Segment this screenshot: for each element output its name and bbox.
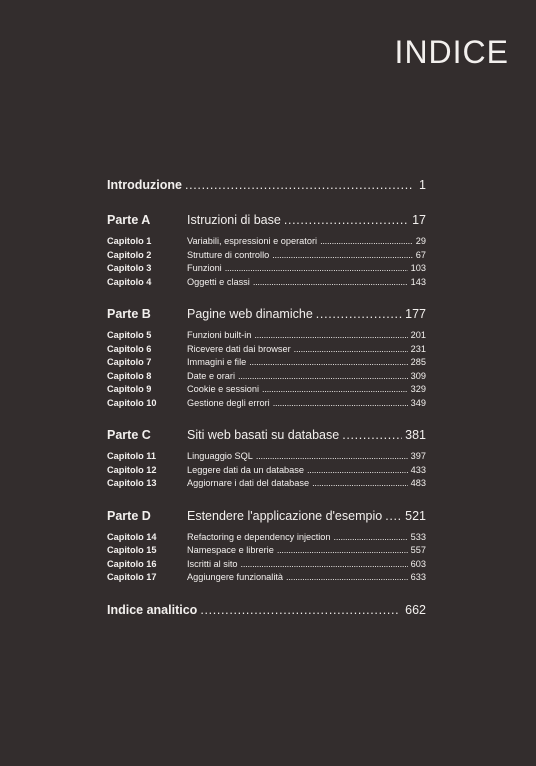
- dot-leader: [294, 343, 408, 357]
- toc-page-number: 309: [410, 370, 426, 381]
- toc-page-number: 483: [410, 478, 426, 488]
- toc-part-d[interactable]: [107, 507, 426, 526]
- chapter-label: Capitolo 15: [107, 545, 157, 555]
- chapter-label: Capitolo 6: [107, 343, 152, 354]
- chapter-title: Variabili, espressioni e operatori: [187, 236, 318, 246]
- toc-page-number: 633: [410, 572, 426, 582]
- toc-page-number: 1: [419, 178, 426, 192]
- chapter-label: Capitolo 8: [107, 370, 152, 381]
- dot-leader: [185, 176, 412, 194]
- chapter-label: Capitolo 1: [107, 236, 152, 246]
- toc-page-number: 67: [415, 249, 426, 260]
- dot-leader: [277, 544, 408, 558]
- toc-entry-label: Introduzione: [107, 178, 182, 192]
- part-title: Pagine web dinamiche: [187, 307, 313, 321]
- toc-chapter[interactable]: [107, 370, 426, 384]
- chapter-label: Capitolo 5: [107, 330, 152, 340]
- chapter-title: Iscritti al sito: [187, 558, 238, 569]
- chapter-label: Capitolo 17: [107, 572, 157, 582]
- dot-leader: [225, 262, 408, 276]
- toc-page-number: 662: [405, 602, 426, 617]
- chapter-title: Gestione degli errori: [187, 397, 270, 408]
- chapter-label: Capitolo 4: [107, 276, 152, 287]
- chapter-label: Capitolo 12: [107, 464, 157, 475]
- toc-chapter[interactable]: [107, 329, 426, 343]
- chapter-title: Namespace e librerie: [187, 545, 274, 555]
- dot-leader: [312, 477, 408, 491]
- toc-chapter[interactable]: [107, 477, 426, 491]
- toc-chapter[interactable]: [107, 450, 426, 464]
- toc-page-number: 349: [410, 397, 426, 408]
- dot-leader: [385, 507, 402, 526]
- dot-leader: [272, 249, 413, 263]
- chapter-label: Capitolo 3: [107, 263, 152, 273]
- part-label: Parte B: [107, 307, 151, 321]
- dot-leader: [256, 450, 408, 464]
- toc-chapter[interactable]: [107, 571, 426, 585]
- toc-chapter[interactable]: [107, 249, 426, 263]
- chapter-title: Aggiungere funzionalità: [187, 572, 284, 582]
- chapter-label: Capitolo 14: [107, 531, 157, 542]
- dot-leader: [284, 211, 409, 230]
- dot-leader: [342, 426, 402, 445]
- toc-part-b[interactable]: [107, 305, 426, 324]
- chapter-title: Funzioni built-in: [187, 330, 252, 340]
- table-of-contents: [107, 176, 426, 619]
- dot-leader: [307, 464, 408, 478]
- toc-part-a[interactable]: [107, 211, 426, 230]
- chapter-label: Capitolo 9: [107, 384, 152, 394]
- toc-page-number: 521: [405, 508, 426, 523]
- chapter-label: Capitolo 10: [107, 397, 157, 408]
- toc-chapter[interactable]: [107, 531, 426, 545]
- toc-page-number: 143: [410, 276, 426, 287]
- chapter-label: Capitolo 13: [107, 478, 157, 488]
- part-label: Parte D: [107, 508, 151, 523]
- toc-page-number: 557: [410, 545, 426, 555]
- toc-page-number: 533: [410, 531, 426, 542]
- toc-page-number: 603: [410, 558, 426, 569]
- chapter-title: Immagini e file: [187, 357, 247, 367]
- chapter-label: Capitolo 2: [107, 249, 152, 260]
- toc-chapter[interactable]: [107, 276, 426, 290]
- part-label: Parte A: [107, 213, 151, 227]
- toc-chapter[interactable]: [107, 262, 426, 276]
- part-label: Parte C: [107, 428, 151, 442]
- dot-leader: [200, 601, 398, 619]
- chapter-label: Capitolo 7: [107, 357, 152, 367]
- chapter-title: Linguaggio SQL: [187, 451, 253, 461]
- part-title: Istruzioni di base: [187, 213, 281, 227]
- toc-chapter[interactable]: [107, 235, 426, 249]
- chapter-title: Date e orari: [187, 370, 236, 381]
- dot-leader: [253, 276, 408, 290]
- toc-page-number: 381: [405, 428, 426, 442]
- dot-leader: [262, 383, 408, 397]
- page-title: INDICE: [394, 34, 509, 70]
- toc-chapter[interactable]: [107, 558, 426, 572]
- part-title: Siti web basati su database: [187, 428, 340, 442]
- toc-chapter[interactable]: [107, 464, 426, 478]
- toc-page-number: 285: [410, 357, 426, 367]
- toc-chapter[interactable]: [107, 383, 426, 397]
- chapter-title: Cookie e sessioni: [187, 384, 260, 394]
- toc-chapter[interactable]: [107, 397, 426, 411]
- toc-page-number: 29: [415, 236, 426, 246]
- dot-leader: [238, 370, 408, 384]
- chapter-title: Ricevere dati dai browser: [187, 343, 291, 354]
- toc-entry-introduction[interactable]: [107, 176, 426, 194]
- dot-leader: [316, 305, 402, 324]
- toc-page-number: 329: [410, 384, 426, 394]
- chapter-label: Capitolo 16: [107, 558, 157, 569]
- dot-leader: [241, 558, 408, 572]
- toc-chapter[interactable]: [107, 343, 426, 357]
- toc-page-number: 103: [410, 263, 426, 273]
- toc-chapter[interactable]: [107, 356, 426, 370]
- toc-page-number: 177: [405, 307, 426, 321]
- dot-leader: [320, 235, 413, 249]
- chapter-title: Oggetti e classi: [187, 276, 250, 287]
- dot-leader: [249, 356, 407, 370]
- chapter-title: Aggiornare i dati del database: [187, 478, 310, 488]
- toc-page-number: 397: [410, 451, 426, 461]
- chapter-title: Funzioni: [187, 263, 222, 273]
- toc-part-c[interactable]: [107, 426, 426, 445]
- dot-leader: [254, 329, 407, 343]
- chapter-title: Leggere dati da un database: [187, 464, 304, 475]
- toc-page-number: 433: [410, 464, 426, 475]
- toc-page-number: 17: [412, 213, 426, 227]
- dot-leader: [273, 397, 408, 411]
- part-title: Estendere l'applicazione d'esempio: [187, 508, 383, 523]
- chapter-title: Refactoring e dependency injection: [187, 531, 331, 542]
- toc-page-number: 231: [410, 343, 426, 354]
- toc-entry-index[interactable]: [107, 601, 426, 619]
- chapter-title: Strutture di controllo: [187, 249, 270, 260]
- toc-chapter[interactable]: [107, 544, 426, 558]
- toc-entry-label: Indice analitico: [107, 602, 198, 617]
- dot-leader: [286, 571, 408, 585]
- toc-page-number: 201: [410, 330, 426, 340]
- chapter-label: Capitolo 11: [107, 451, 157, 461]
- dot-leader: [334, 531, 408, 545]
